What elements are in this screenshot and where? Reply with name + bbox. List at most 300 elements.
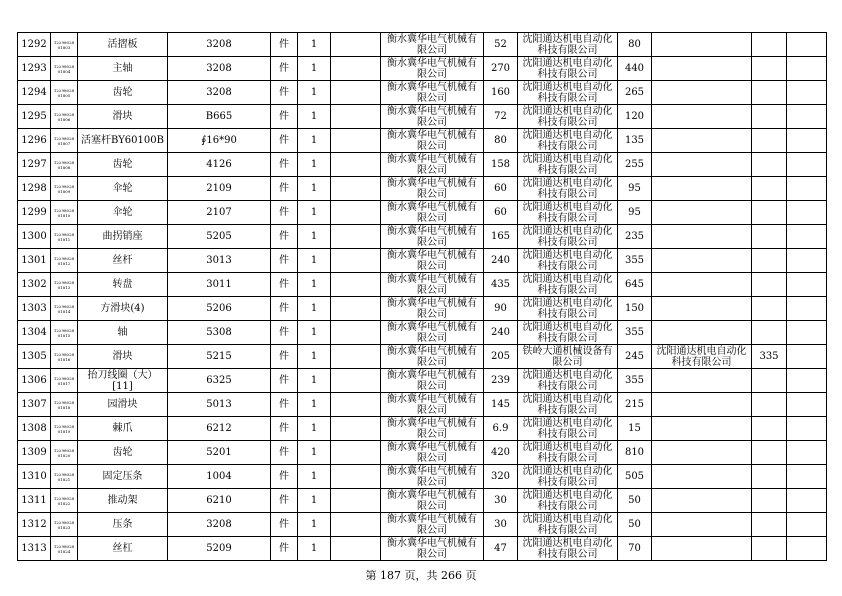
model-cell: B665	[168, 105, 271, 129]
price1-cell: 205	[484, 345, 518, 369]
price2-cell: 135	[618, 129, 652, 153]
blank-cell	[331, 225, 381, 249]
price3-cell	[752, 177, 787, 201]
price-comparison-sheet	[17, 32, 827, 561]
table-row	[18, 513, 827, 537]
model-cell: 1004	[168, 465, 271, 489]
supplier3-cell	[652, 225, 752, 249]
row-number-cell: 1293	[18, 57, 51, 81]
price3-cell	[752, 81, 787, 105]
material-code-line: 01804	[57, 68, 71, 74]
unit-cell: 件	[271, 297, 298, 321]
supplier2-cell: 沈阳通达机电自动化科技有限公司	[518, 417, 618, 441]
material-code-line: 01818	[57, 404, 71, 410]
table-row	[18, 369, 827, 393]
item-name-cell: 活摺板	[78, 33, 168, 57]
supplier3-cell	[652, 105, 752, 129]
unit-cell: 件	[271, 321, 298, 345]
material-code-line: 12298028	[53, 207, 75, 213]
supplier1-cell: 衡水冀华电气机械有限公司	[381, 129, 484, 153]
model-cell: 5205	[168, 225, 271, 249]
material-code-cell	[51, 225, 78, 249]
unit-cell: 件	[271, 57, 298, 81]
model-cell: 3208	[168, 513, 271, 537]
price2-cell: 355	[618, 249, 652, 273]
quantity-cell: 1	[298, 297, 331, 321]
model-cell: 5308	[168, 321, 271, 345]
material-code-line: 01813	[57, 284, 71, 290]
material-code-line: 12298028	[53, 87, 75, 93]
supplier3-cell	[652, 513, 752, 537]
quantity-cell: 1	[298, 393, 331, 417]
model-cell: 5201	[168, 441, 271, 465]
extra-cell	[787, 225, 827, 249]
material-code-line: 01822	[57, 500, 71, 506]
model-cell: 3011	[168, 273, 271, 297]
supplier1-cell: 衡水冀华电气机械有限公司	[381, 417, 484, 441]
price3-cell	[752, 129, 787, 153]
page-footer: 第 187 页，共 266 页	[365, 569, 477, 582]
blank-cell	[331, 297, 381, 321]
price2-cell: 265	[618, 81, 652, 105]
quantity-cell: 1	[298, 105, 331, 129]
model-cell: 5215	[168, 345, 271, 369]
unit-cell: 件	[271, 153, 298, 177]
price2-cell: 70	[618, 537, 652, 561]
item-name-cell: 齿轮	[78, 153, 168, 177]
price3-cell	[752, 321, 787, 345]
table-row	[18, 273, 827, 297]
price3-cell	[752, 369, 787, 393]
material-code-line: 12298028	[53, 543, 75, 549]
price1-cell: 320	[484, 465, 518, 489]
supplier1-cell: 衡水冀华电气机械有限公司	[381, 489, 484, 513]
price1-cell: 47	[484, 537, 518, 561]
supplier2-cell: 沈阳通达机电自动化科技有限公司	[518, 513, 618, 537]
item-name-cell: 伞轮	[78, 201, 168, 225]
model-cell: 3208	[168, 57, 271, 81]
unit-cell: 件	[271, 81, 298, 105]
supplier3-cell	[652, 273, 752, 297]
model-cell: 3208	[168, 33, 271, 57]
table-row	[18, 177, 827, 201]
extra-cell	[787, 417, 827, 441]
item-name-cell: 转盘	[78, 273, 168, 297]
extra-cell	[787, 153, 827, 177]
table-row	[18, 81, 827, 105]
extra-cell	[787, 369, 827, 393]
supplier2-cell: 沈阳通达机电自动化科技有限公司	[518, 273, 618, 297]
material-code-line: 12298028	[53, 375, 75, 381]
supplier2-cell: 沈阳通达机电自动化科技有限公司	[518, 105, 618, 129]
quantity-cell: 1	[298, 177, 331, 201]
supplier2-cell: 沈阳通达机电自动化科技有限公司	[518, 129, 618, 153]
price1-cell: 72	[484, 105, 518, 129]
supplier3-cell	[652, 537, 752, 561]
material-code-line: 12298028	[53, 399, 75, 405]
price2-cell: 150	[618, 297, 652, 321]
blank-cell	[331, 441, 381, 465]
row-number-cell: 1302	[18, 273, 51, 297]
blank-cell	[331, 393, 381, 417]
price1-cell: 165	[484, 225, 518, 249]
price1-cell: 240	[484, 249, 518, 273]
material-code-line: 12298028	[53, 423, 75, 429]
supplier1-cell: 衡水冀华电气机械有限公司	[381, 249, 484, 273]
price2-cell: 95	[618, 177, 652, 201]
price1-cell: 60	[484, 201, 518, 225]
row-number-cell: 1299	[18, 201, 51, 225]
supplier1-cell: 衡水冀华电气机械有限公司	[381, 513, 484, 537]
quantity-cell: 1	[298, 465, 331, 489]
price3-cell	[752, 153, 787, 177]
price1-cell: 270	[484, 57, 518, 81]
material-code-line: 12298028	[53, 351, 75, 357]
supplier3-cell	[652, 441, 752, 465]
row-number-cell: 1295	[18, 105, 51, 129]
extra-cell	[787, 537, 827, 561]
blank-cell	[331, 369, 381, 393]
supplier2-cell: 沈阳通达机电自动化科技有限公司	[518, 201, 618, 225]
material-code-line: 01820	[57, 452, 71, 458]
model-cell: 4126	[168, 153, 271, 177]
row-number-cell: 1297	[18, 153, 51, 177]
material-code-cell	[51, 153, 78, 177]
table-row	[18, 345, 827, 369]
model-cell: 5206	[168, 297, 271, 321]
row-number-cell: 1296	[18, 129, 51, 153]
price2-cell: 15	[618, 417, 652, 441]
price2-cell: 645	[618, 273, 652, 297]
material-code-line: 01807	[57, 140, 71, 146]
price2-cell: 810	[618, 441, 652, 465]
material-code-cell	[51, 321, 78, 345]
item-name-cell: 轴	[78, 321, 168, 345]
material-code-cell	[51, 57, 78, 81]
quantity-cell: 1	[298, 225, 331, 249]
material-code-cell	[51, 369, 78, 393]
material-code-line: 01811	[57, 236, 71, 242]
extra-cell	[787, 201, 827, 225]
unit-cell: 件	[271, 249, 298, 273]
extra-cell	[787, 273, 827, 297]
extra-cell	[787, 465, 827, 489]
price3-cell	[752, 417, 787, 441]
supplier3-cell	[652, 417, 752, 441]
blank-cell	[331, 201, 381, 225]
model-cell: ∮16*90	[168, 129, 271, 153]
supplier2-cell: 沈阳通达机电自动化科技有限公司	[518, 81, 618, 105]
price3-cell: 335	[752, 345, 787, 369]
material-code-line: 01803	[57, 44, 71, 50]
material-code-line: 12298028	[53, 135, 75, 141]
table-row	[18, 537, 827, 561]
blank-cell	[331, 33, 381, 57]
unit-cell: 件	[271, 465, 298, 489]
material-code-line: 12298028	[53, 303, 75, 309]
extra-cell	[787, 441, 827, 465]
supplier3-cell	[652, 393, 752, 417]
unit-cell: 件	[271, 225, 298, 249]
material-code-cell	[51, 201, 78, 225]
price1-cell: 435	[484, 273, 518, 297]
model-cell: 2109	[168, 177, 271, 201]
supplier3-cell	[652, 153, 752, 177]
unit-cell: 件	[271, 393, 298, 417]
material-code-cell	[51, 345, 78, 369]
blank-cell	[331, 105, 381, 129]
price3-cell	[752, 489, 787, 513]
table-row	[18, 393, 827, 417]
supplier1-cell: 衡水冀华电气机械有限公司	[381, 177, 484, 201]
material-code-cell	[51, 393, 78, 417]
material-code-line: 12298028	[53, 279, 75, 285]
unit-cell: 件	[271, 105, 298, 129]
price3-cell	[752, 105, 787, 129]
price2-cell: 235	[618, 225, 652, 249]
quantity-cell: 1	[298, 273, 331, 297]
unit-cell: 件	[271, 513, 298, 537]
material-code-line: 12298028	[53, 231, 75, 237]
blank-cell	[331, 465, 381, 489]
price1-cell: 420	[484, 441, 518, 465]
price2-cell: 440	[618, 57, 652, 81]
table-row	[18, 201, 827, 225]
supplier1-cell: 衡水冀华电气机械有限公司	[381, 321, 484, 345]
supplier3-cell	[652, 297, 752, 321]
supplier2-cell: 沈阳通达机电自动化科技有限公司	[518, 489, 618, 513]
blank-cell	[331, 81, 381, 105]
extra-cell	[787, 321, 827, 345]
supplier1-cell: 衡水冀华电气机械有限公司	[381, 465, 484, 489]
model-cell: 6212	[168, 417, 271, 441]
material-code-line: 12298028	[53, 39, 75, 45]
supplier3-cell	[652, 201, 752, 225]
material-code-line: 01809	[57, 188, 71, 194]
table-row	[18, 321, 827, 345]
material-code-cell	[51, 129, 78, 153]
quantity-cell: 1	[298, 201, 331, 225]
supplier3-cell	[652, 369, 752, 393]
price3-cell	[752, 57, 787, 81]
price3-cell	[752, 537, 787, 561]
material-code-line: 01810	[57, 212, 71, 218]
extra-cell	[787, 513, 827, 537]
supplier1-cell: 衡水冀华电气机械有限公司	[381, 153, 484, 177]
material-code-line: 12298028	[53, 447, 75, 453]
material-code-cell	[51, 105, 78, 129]
item-name-cell: 伞轮	[78, 177, 168, 201]
row-number-cell: 1294	[18, 81, 51, 105]
price3-cell	[752, 201, 787, 225]
unit-cell: 件	[271, 369, 298, 393]
quantity-cell: 1	[298, 81, 331, 105]
unit-cell: 件	[271, 537, 298, 561]
table-row	[18, 297, 827, 321]
price1-cell: 90	[484, 297, 518, 321]
supplier2-cell: 沈阳通达机电自动化科技有限公司	[518, 537, 618, 561]
material-code-line: 01812	[57, 260, 71, 266]
material-code-line: 12298028	[53, 519, 75, 525]
quantity-cell: 1	[298, 249, 331, 273]
price1-cell: 145	[484, 393, 518, 417]
price2-cell: 355	[618, 369, 652, 393]
extra-cell	[787, 249, 827, 273]
row-number-cell: 1307	[18, 393, 51, 417]
price2-cell: 50	[618, 489, 652, 513]
supplier2-cell: 沈阳通达机电自动化科技有限公司	[518, 441, 618, 465]
blank-cell	[331, 57, 381, 81]
price3-cell	[752, 393, 787, 417]
supplier2-cell: 沈阳通达机电自动化科技有限公司	[518, 393, 618, 417]
model-cell: 5209	[168, 537, 271, 561]
quantity-cell: 1	[298, 129, 331, 153]
table-row	[18, 153, 827, 177]
quantity-cell: 1	[298, 537, 331, 561]
price1-cell: 160	[484, 81, 518, 105]
item-name-cell: 压条	[78, 513, 168, 537]
row-number-cell: 1311	[18, 489, 51, 513]
blank-cell	[331, 249, 381, 273]
material-code-line: 01823	[57, 524, 71, 530]
item-name-cell: 齿轮	[78, 441, 168, 465]
quantity-cell: 1	[298, 441, 331, 465]
material-code-cell	[51, 537, 78, 561]
item-name-cell: 园滑块	[78, 393, 168, 417]
material-code-cell	[51, 33, 78, 57]
row-number-cell: 1298	[18, 177, 51, 201]
table-row	[18, 417, 827, 441]
material-code-cell	[51, 81, 78, 105]
supplier1-cell: 衡水冀华电气机械有限公司	[381, 225, 484, 249]
price3-cell	[752, 273, 787, 297]
model-cell: 5013	[168, 393, 271, 417]
material-code-cell	[51, 273, 78, 297]
material-code-cell	[51, 297, 78, 321]
price3-cell	[752, 441, 787, 465]
table-row	[18, 129, 827, 153]
price1-cell: 239	[484, 369, 518, 393]
material-code-line: 12298028	[53, 327, 75, 333]
extra-cell	[787, 345, 827, 369]
material-code-line: 12298028	[53, 111, 75, 117]
supplier1-cell: 衡水冀华电气机械有限公司	[381, 201, 484, 225]
item-name-cell: 抬刀线圈（大）[11]	[78, 369, 168, 393]
row-number-cell: 1313	[18, 537, 51, 561]
row-number-cell: 1309	[18, 441, 51, 465]
table-row	[18, 489, 827, 513]
extra-cell	[787, 393, 827, 417]
supplier3-cell	[652, 33, 752, 57]
supplier2-cell: 沈阳通达机电自动化科技有限公司	[518, 297, 618, 321]
quantity-cell: 1	[298, 489, 331, 513]
price3-cell	[752, 297, 787, 321]
material-code-cell	[51, 465, 78, 489]
item-name-cell: 固定压条	[78, 465, 168, 489]
supplier3-cell	[652, 249, 752, 273]
table-body	[18, 33, 827, 561]
material-code-line: 01815	[57, 332, 71, 338]
item-name-cell: 曲拐销座	[78, 225, 168, 249]
blank-cell	[331, 321, 381, 345]
supplier1-cell: 衡水冀华电气机械有限公司	[381, 57, 484, 81]
item-name-cell: 方滑块(4)	[78, 297, 168, 321]
price3-cell	[752, 465, 787, 489]
price3-cell	[752, 33, 787, 57]
row-number-cell: 1292	[18, 33, 51, 57]
price1-cell: 158	[484, 153, 518, 177]
supplier2-cell: 沈阳通达机电自动化科技有限公司	[518, 153, 618, 177]
supplier2-cell: 沈阳通达机电自动化科技有限公司	[518, 33, 618, 57]
unit-cell: 件	[271, 273, 298, 297]
price1-cell: 30	[484, 513, 518, 537]
item-name-cell: 丝杠	[78, 537, 168, 561]
price1-cell: 30	[484, 489, 518, 513]
material-code-line: 12298028	[53, 495, 75, 501]
supplier1-cell: 衡水冀华电气机械有限公司	[381, 81, 484, 105]
supplier2-cell: 沈阳通达机电自动化科技有限公司	[518, 249, 618, 273]
supplier1-cell: 衡水冀华电气机械有限公司	[381, 345, 484, 369]
row-number-cell: 1300	[18, 225, 51, 249]
model-cell: 3013	[168, 249, 271, 273]
extra-cell	[787, 33, 827, 57]
price3-cell	[752, 513, 787, 537]
quantity-cell: 1	[298, 513, 331, 537]
blank-cell	[331, 153, 381, 177]
supplier2-cell: 沈阳通达机电自动化科技有限公司	[518, 321, 618, 345]
row-number-cell: 1301	[18, 249, 51, 273]
quantity-cell: 1	[298, 417, 331, 441]
supplier1-cell: 衡水冀华电气机械有限公司	[381, 273, 484, 297]
extra-cell	[787, 81, 827, 105]
unit-cell: 件	[271, 177, 298, 201]
unit-cell: 件	[271, 33, 298, 57]
price2-cell: 120	[618, 105, 652, 129]
supplier2-cell: 沈阳通达机电自动化科技有限公司	[518, 225, 618, 249]
blank-cell	[331, 537, 381, 561]
price-comparison-table	[17, 32, 827, 561]
material-code-line: 12298028	[53, 63, 75, 69]
quantity-cell: 1	[298, 57, 331, 81]
supplier2-cell: 沈阳通达机电自动化科技有限公司	[518, 57, 618, 81]
price2-cell: 215	[618, 393, 652, 417]
item-name-cell: 推动架	[78, 489, 168, 513]
price2-cell: 355	[618, 321, 652, 345]
price1-cell: 52	[484, 33, 518, 57]
table-row	[18, 465, 827, 489]
unit-cell: 件	[271, 201, 298, 225]
extra-cell	[787, 105, 827, 129]
unit-cell: 件	[271, 345, 298, 369]
price1-cell: 60	[484, 177, 518, 201]
material-code-line: 12298028	[53, 159, 75, 165]
item-name-cell: 齿轮	[78, 81, 168, 105]
blank-cell	[331, 417, 381, 441]
table-row	[18, 57, 827, 81]
material-code-line: 01819	[57, 428, 71, 434]
quantity-cell: 1	[298, 345, 331, 369]
price2-cell: 245	[618, 345, 652, 369]
supplier3-cell	[652, 129, 752, 153]
blank-cell	[331, 177, 381, 201]
item-name-cell: 滑块	[78, 345, 168, 369]
material-code-cell	[51, 417, 78, 441]
model-cell: 2107	[168, 201, 271, 225]
blank-cell	[331, 273, 381, 297]
supplier3-cell	[652, 177, 752, 201]
extra-cell	[787, 177, 827, 201]
material-code-line: 01808	[57, 164, 71, 170]
